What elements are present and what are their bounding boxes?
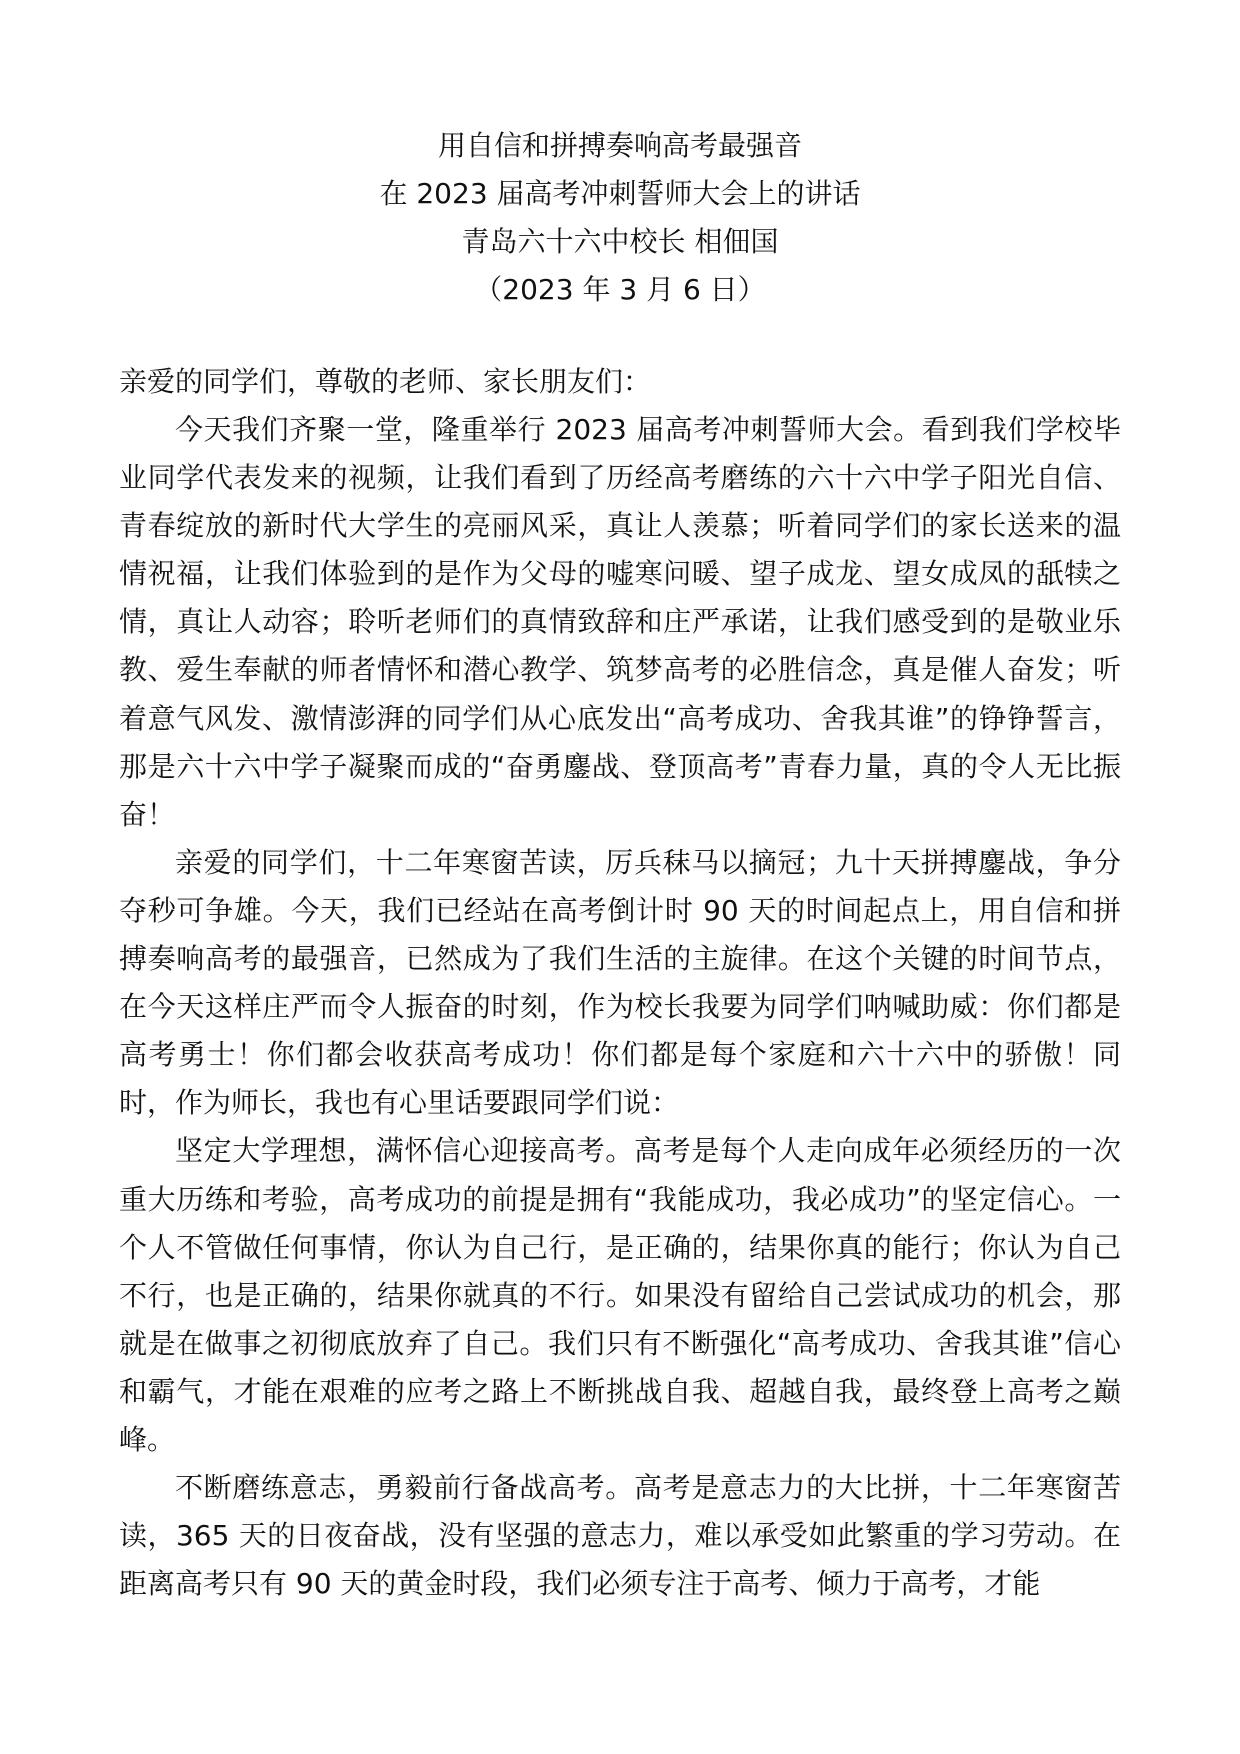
paragraph-1: 今天我们齐聚一堂，隆重举行 2023 届高考冲刺誓师大会。看到我们学校毕业同学代表发来的视频，让我们看到了历经高考磨练的六十六中学子阳光自信、青春绽放的新时代大学生的亮丽风采，真让人羡慕；听着同学们的家长送来的温情祝福，让我们体验到的是作为父母的嘘寒问暖、望子成龙、望女成凤的舐犊之情，真让人动容；聆听老师们的真情致辞和庄严承诺，让我们感受到的是敬业乐教、爱生奉献的师者情怀和潜心教学、筑梦高考的必胜信念，真是催人奋发；听着意气风发、激情澎湃的同学们从心底发出“高考成功、舍我其谁”的铮铮誓言，那是六十六中学子凝聚而成的“奋勇鏖战、登顶高考”青春力量，真的令人无比振奋！: [119, 413, 1121, 831]
speech-subtitle: 在 2023 届高考冲刺誓师大会上的讲话: [379, 177, 861, 210]
speech-title: 用自信和拼搏奏响高考最强音: [437, 129, 802, 162]
paragraph-4: 不断磨练意志，勇毅前行备战高考。高考是意志力的大比拼，十二年寒窗苦读，365 天的日夜奋战，没有坚强的意志力，难以承受如此繁重的学习劳动。在距离高考只有 90 天的黄金时段，我们必须专注于高考、倾力于高考，才能: [119, 1471, 1121, 1601]
paragraph-3: 坚定大学理想，满怀信心迎接高考。高考是每个人走向成年必须经历的一次重大历练和考验，高考成功的前提是拥有“我能成功，我必成功”的坚定信心。一个人不管做任何事情，你认为自己行，是正确的，结果你真的能行；你认为自己不行，也是正确的，结果你就真的不行。如果没有留给自己尝试成功的机会，那就是在做事之初彻底放弃了自己。我们只有不断强化“高考成功、舍我其谁”信心和霸气，才能在艰难的应考之路上不断挑战自我、超越自我，最终登上高考之巅峰。: [119, 1134, 1121, 1456]
salutation: 亲爱的同学们，尊敬的老师、家长朋友们：: [119, 365, 652, 398]
speech-body: [119, 358, 1121, 1608]
speech-date: （2023 年 3 月 6 日）: [474, 273, 766, 306]
title-block: [0, 122, 1240, 314]
speaker-line: 青岛六十六中校长 相佃国: [461, 225, 779, 258]
paragraph-2: 亲爱的同学们，十二年寒窗苦读，厉兵秣马以摘冠；九十天拼搏鏖战，争分夺秒可争雄。今天，我们已经站在高考倒计时 90 天的时间起点上，用自信和拼搏奏响高考的最强音，已然成为了我们生活的主旋律。在这个关键的时间节点，在今天这样庄严而令人振奋的时刻，作为校长我要为同学们呐喊助威：你们都是高考勇士！你们都会收获高考成功！你们都是每个家庭和六十六中的骄傲！同时，作为师长，我也有心里话要跟同学们说：: [119, 845, 1121, 1120]
